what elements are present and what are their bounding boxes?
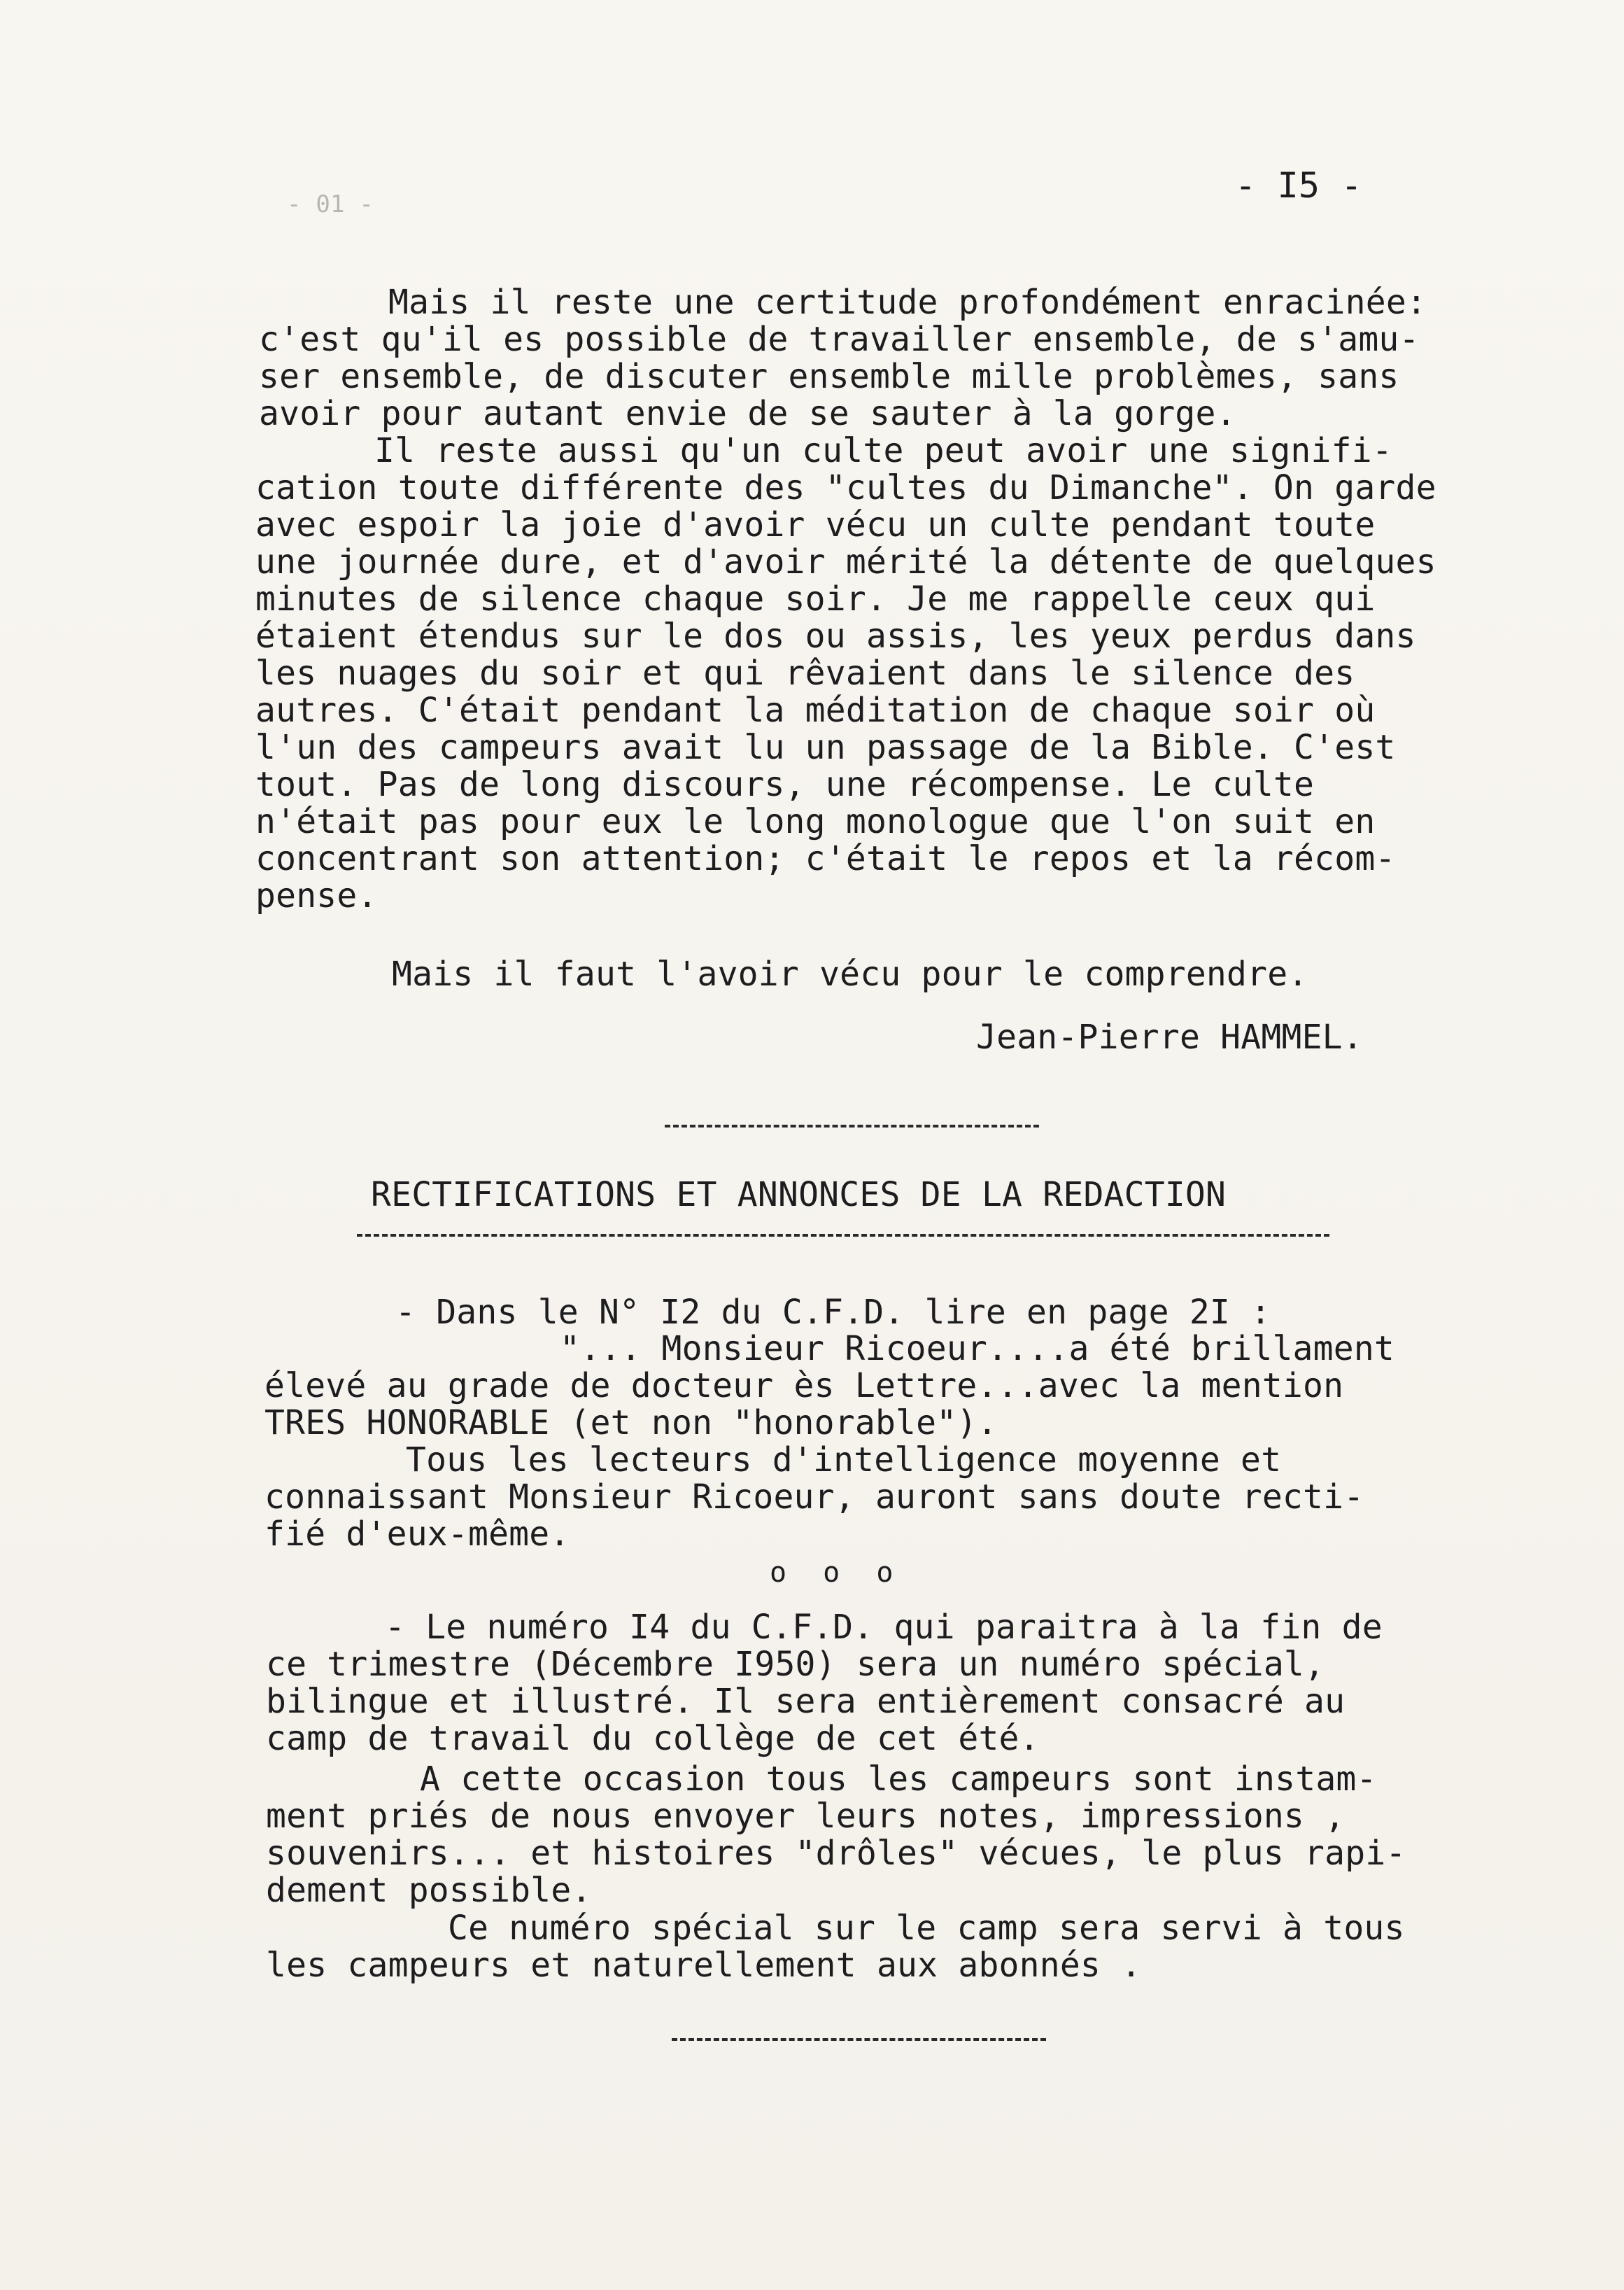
paragraph1-line: c'est qu'il es possible de travailler ensemble, de s'amu-	[259, 320, 1420, 359]
paragraph2-line: pense.	[255, 876, 378, 915]
notice2-line: ce trimestre (Décembre I950) sera un numéro spécial,	[266, 1645, 1325, 1684]
paragraph2-line: minutes de silence chaque soir. Je me rappelle ceux qui	[255, 579, 1376, 619]
separator-dots: o o o	[770, 1557, 903, 1589]
notice1-line: TRES HONORABLE (et non "honorable").	[264, 1403, 998, 1442]
notice2-line: - Le numéro I4 du C.F.D. qui paraitra à la fin de	[385, 1608, 1383, 1647]
notice1-line: "... Monsieur Ricoeur....a été brillament	[560, 1329, 1395, 1368]
paragraph2-line: Il reste aussi qu'un culte peut avoir une signifi-	[374, 431, 1392, 470]
notice2-line: souvenirs... et histoires "drôles" vécues, le plus rapi-	[266, 1834, 1406, 1873]
short-dashed-rule	[665, 1125, 1039, 1128]
notice1-line: Tous les lecteurs d'intelligence moyenne et	[406, 1440, 1282, 1480]
paragraph2-line: étaient étendus sur le dos ou assis, les yeux perdus dans	[255, 617, 1416, 656]
paragraph2-line: une journée dure, et d'avoir mérité la détente de quelques	[255, 542, 1436, 582]
notice2-line: bilingue et illustré. Il sera entièrement consacré au	[266, 1682, 1346, 1721]
paragraph2-line: n'était pas pour eux le long monologue que l'on suit en	[255, 802, 1376, 841]
paragraph2-line: tout. Pas de long discours, une récompense. Le culte	[255, 765, 1315, 804]
closing-line: Mais il faut l'avoir vécu pour le comprendre.	[392, 955, 1308, 994]
faded-corner-mark: - 01 -	[287, 190, 374, 218]
bottom-dashed-rule	[672, 2038, 1046, 2041]
paragraph2-line: cation toute différente des "cultes du Dimanche". On garde	[255, 468, 1436, 507]
paragraph2-line: avec espoir la joie d'avoir vécu un culte pendant toute	[255, 505, 1376, 545]
signature: Jean-Pierre HAMMEL.	[976, 1018, 1363, 1057]
notice1-line: connaissant Monsieur Ricoeur, auront sans doute recti-	[264, 1477, 1364, 1517]
section-heading: RECTIFICATIONS ET ANNONCES DE LA REDACTION	[371, 1175, 1227, 1214]
paragraph1-line: Mais il reste une certitude profondément enracinée:	[388, 283, 1427, 322]
heading-underline-rule	[357, 1234, 1329, 1237]
paragraph1-line: avoir pour autant envie de se sauter à la gorge.	[259, 394, 1236, 433]
notice1-line: - Dans le N° I2 du C.F.D. lire en page 2I :	[395, 1293, 1271, 1332]
notice2-line: ment priés de nous envoyer leurs notes, impressions ,	[266, 1797, 1346, 1836]
notice2-line: camp de travail du collège de cet été.	[266, 1719, 1040, 1758]
notice2-line: les campeurs et naturellement aux abonnés .	[266, 1946, 1142, 1985]
notice2-line: Ce numéro spécial sur le camp sera servi à tous	[448, 1909, 1405, 1948]
page-number: - I5 -	[1235, 165, 1362, 206]
notice1-line: élevé au grade de docteur ès Lettre...avec la mention	[264, 1366, 1344, 1405]
notice2-line: A cette occasion tous les campeurs sont instam-	[420, 1759, 1377, 1799]
notice2-line: dement possible.	[266, 1871, 592, 1910]
paragraph2-line: concentrant son attention; c'était le repos et la récom-	[255, 839, 1396, 878]
paragraph2-line: l'un des campeurs avait lu un passage de la Bible. C'est	[255, 728, 1396, 767]
paragraph2-line: autres. C'était pendant la méditation de chaque soir où	[255, 691, 1376, 730]
paragraph1-line: ser ensemble, de discuter ensemble mille problèmes, sans	[259, 357, 1399, 396]
paragraph2-line: les nuages du soir et qui rêvaient dans le silence des	[255, 654, 1355, 693]
notice1-line: fié d'eux-même.	[264, 1515, 570, 1554]
